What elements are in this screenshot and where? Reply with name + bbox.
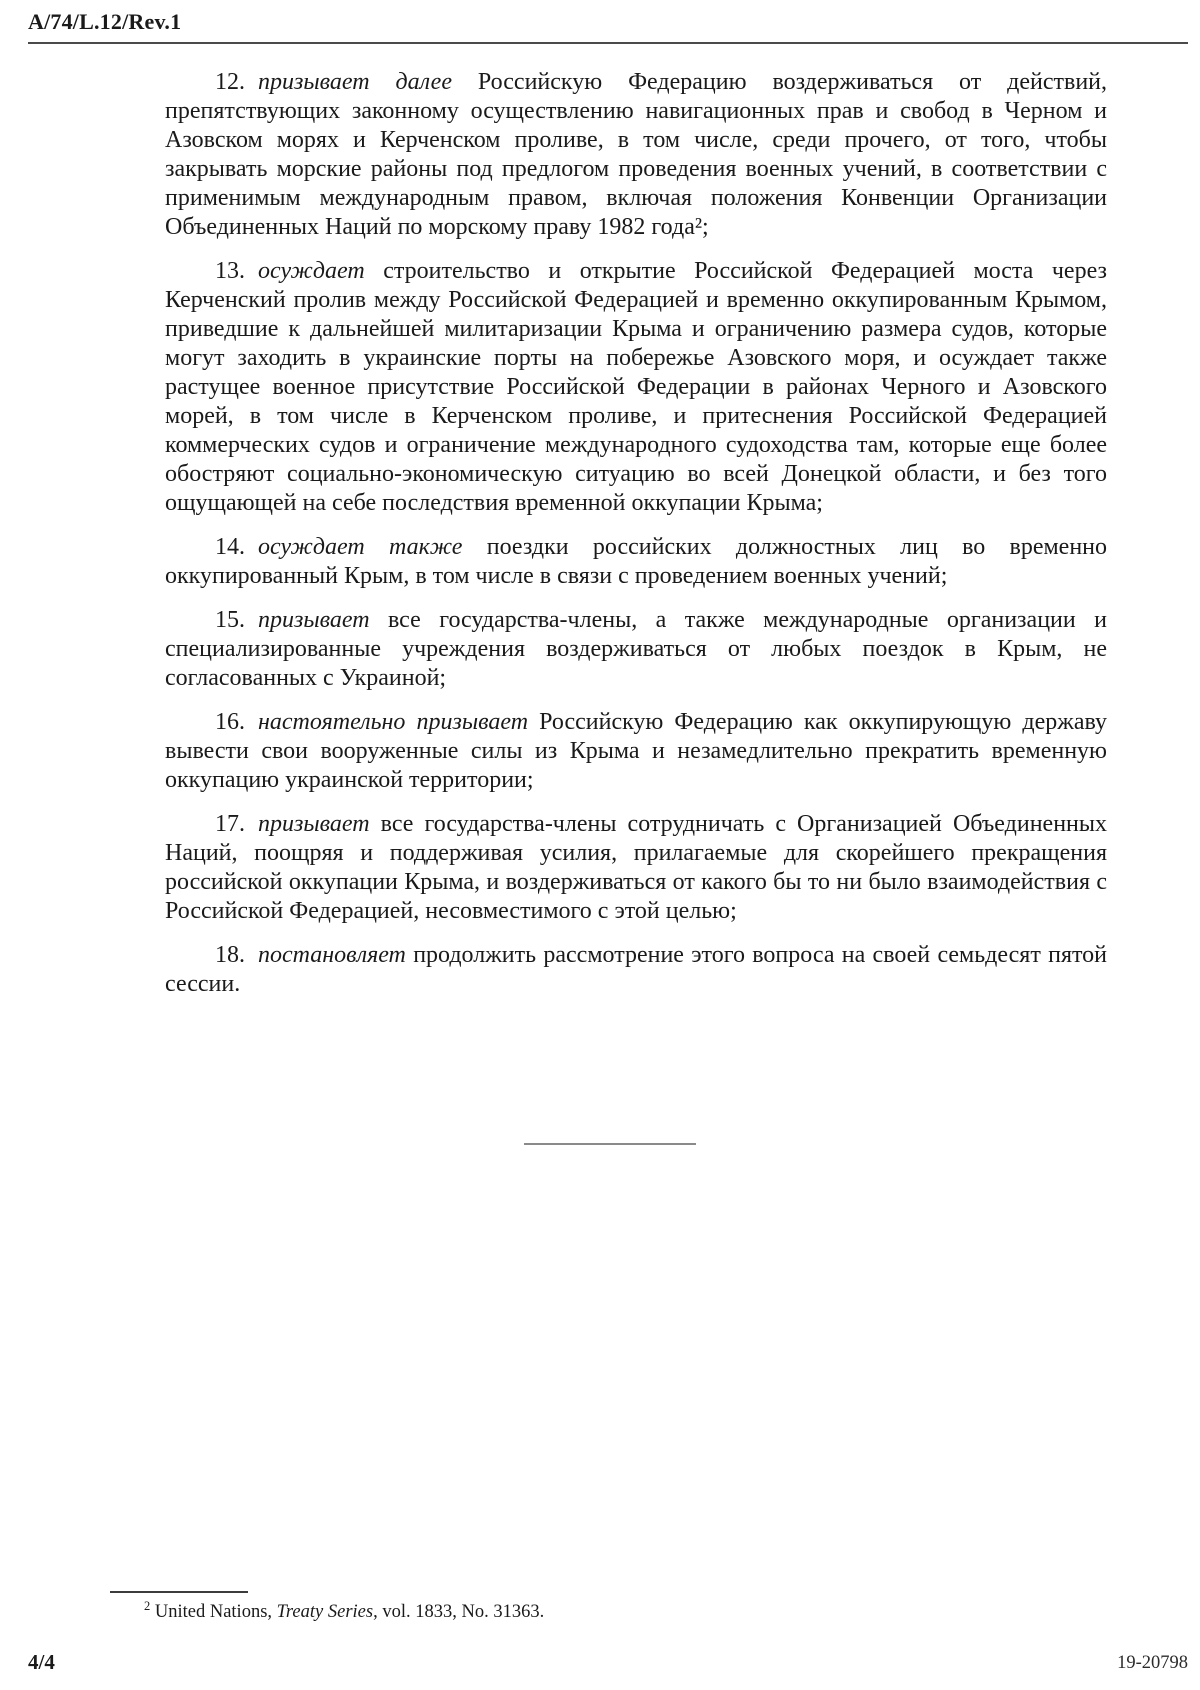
paragraph-lead: осуждает также bbox=[258, 534, 463, 560]
footnote bbox=[110, 1598, 870, 1624]
document-symbol: A/74/L.12/Rev.1 bbox=[28, 9, 182, 34]
footnote-marker: 2 bbox=[144, 1598, 151, 1613]
paragraph-text: Российскую Федерацию как оккупирующую державу вывести свои вооруженные силы из Крыма и незамедлительно прекратить временную оккупацию украинской территории; bbox=[165, 709, 1107, 793]
paragraph-number: 17. bbox=[215, 811, 245, 837]
operative-paragraph-18 bbox=[165, 941, 1107, 999]
paragraph-number: 13. bbox=[215, 258, 245, 284]
paragraph-lead: осуждает bbox=[258, 258, 365, 284]
operative-paragraph-12 bbox=[165, 68, 1107, 242]
operative-paragraph-16 bbox=[165, 708, 1107, 795]
header-rule bbox=[28, 42, 1188, 44]
paragraph-lead: постановляет bbox=[258, 942, 406, 968]
resolution-body bbox=[165, 68, 1107, 1014]
footnote-rule bbox=[110, 1591, 248, 1593]
footnote-text-start: United Nations, bbox=[154, 1602, 277, 1622]
paragraph-lead: настоятельно призывает bbox=[258, 709, 529, 735]
paragraph-lead: призывает bbox=[258, 811, 370, 837]
page-number: 4/4 bbox=[28, 1650, 55, 1674]
operative-paragraph-14 bbox=[165, 533, 1107, 591]
paragraph-text: Российскую Федерацию воздерживаться от действий, препятствующих законному осуществлению навигационных прав и свобод в Черном и Азовском морях и Керченском проливе, в том числе, среди прочего, от того, чтобы закрывать морские районы под предлогом проведения военных учений, в соответствии с применимым международным правом, включая положения Конвенции Организации Объединенных Наций по морскому праву 1982 года²; bbox=[165, 69, 1108, 240]
paragraph-number: 16. bbox=[215, 709, 245, 735]
paragraph-lead: призывает далее bbox=[258, 69, 452, 95]
paragraph-lead: призывает bbox=[258, 607, 370, 633]
paragraph-text: все государства-члены сотрудничать с Организацией Объединенных Наций, поощряя и поддерживая усилия, прилагаемые для скорейшего прекращения российской оккупации Крыма, и воздерживаться от какого бы то ни было взаимодействия с Российской Федерацией, несовместимого с этой целью; bbox=[165, 811, 1108, 924]
footnote-treaty-series: Treaty Series bbox=[276, 1602, 374, 1622]
paragraph-text: продолжить рассмотрение этого вопроса на своей семьдесят пятой сессии. bbox=[165, 942, 1107, 997]
operative-paragraph-13 bbox=[165, 257, 1107, 518]
job-number: 19-20798 bbox=[1117, 1653, 1188, 1673]
paragraph-number: 15. bbox=[215, 607, 245, 633]
paragraph-number: 14. bbox=[215, 534, 245, 560]
paragraph-text: все государства-члены, а также международные организации и специализированные учреждения воздерживаться от любых поездок в Крым, не согласованных с Украиной; bbox=[165, 607, 1107, 691]
paragraph-text: строительство и открытие Российской Федерацией моста через Керченский пролив между Российской Федерацией и временно оккупированным Крымом, приведшие к дальнейшей милитаризации Крыма и ограничению размера судов, которые могут заходить в украинские порты на побережье Азовского моря, и осуждает также растущее военное присутствие Российской Федерации в районах Черного и Азовского морей, в том числе в Керченском проливе, и притеснения Российской Федерацией коммерческих судов и ограничение международного судоходства там, которые еще более обостряют социально-экономическую ситуацию во всей Донецкой области, и без того ощущающей на себе последствия временной оккупации Крыма; bbox=[165, 258, 1107, 516]
footnote-text-end: , vol. 1833, No. 31363. bbox=[373, 1602, 545, 1622]
end-of-text-divider bbox=[524, 1143, 696, 1145]
operative-paragraph-17 bbox=[165, 810, 1107, 926]
paragraph-number: 12. bbox=[215, 69, 245, 95]
operative-paragraph-15 bbox=[165, 606, 1107, 693]
paragraph-text: поездки российских должностных лиц во временно оккупированный Крым, в том числе в связи с проведением военных учений; bbox=[165, 534, 1108, 589]
paragraph-number: 18. bbox=[215, 942, 245, 968]
